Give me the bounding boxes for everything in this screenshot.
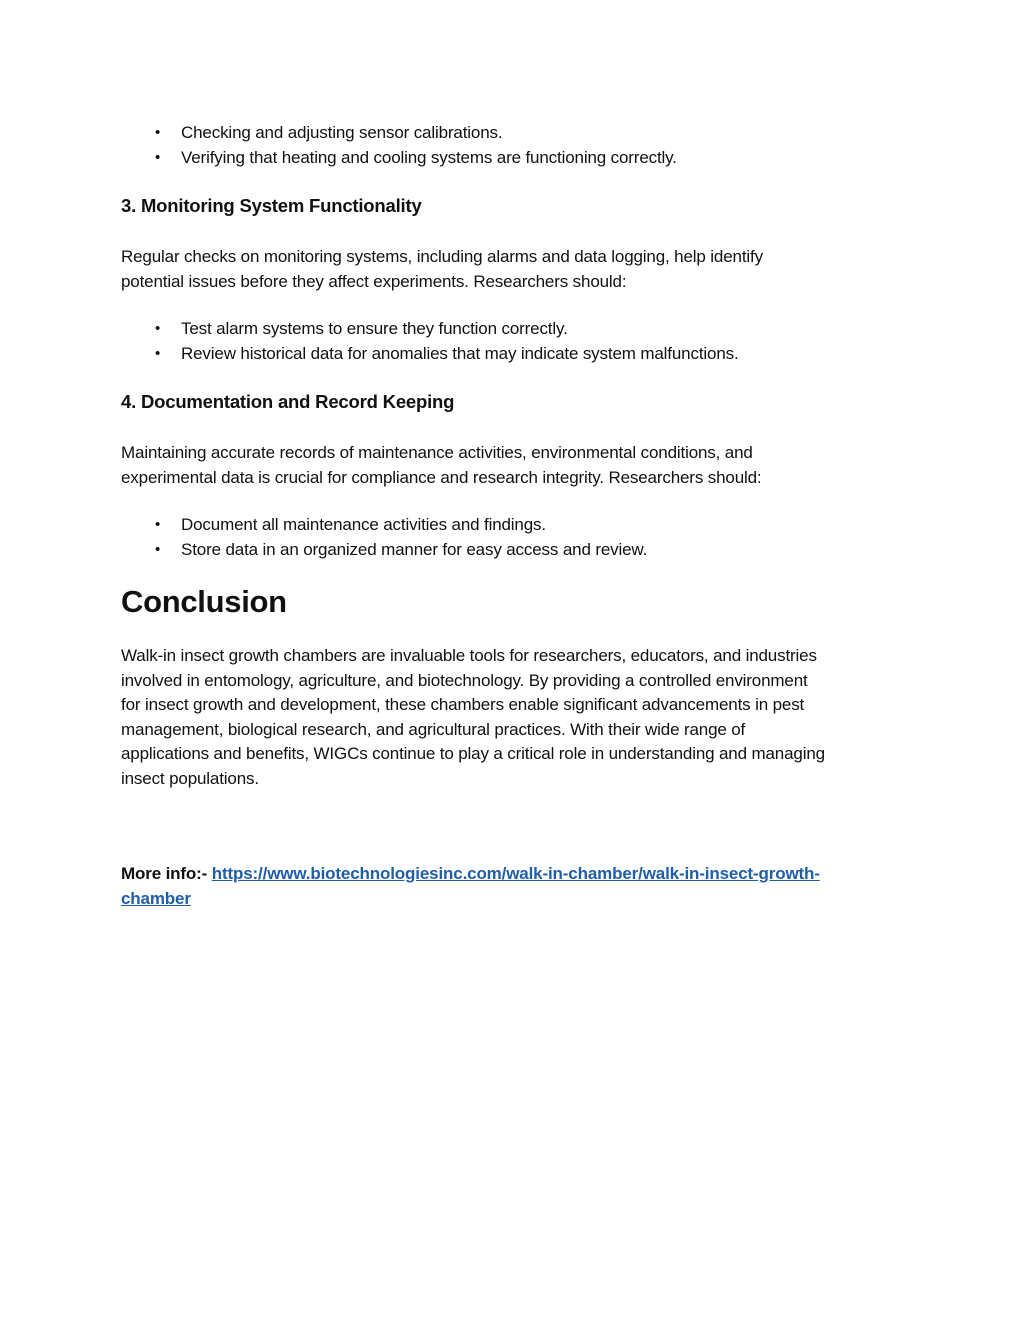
paragraph-line: Regular checks on monitoring systems, including alarms and data logging, help identify	[121, 247, 763, 266]
paragraph-line: experimental data is crucial for compliance and research integrity. Researchers should:	[121, 467, 762, 487]
paragraph-line: management, biological research, and agricultural practices. With their wide range of	[121, 719, 746, 739]
more-info	[121, 862, 911, 911]
list-item: • Store data in an organized manner for easy access and review.	[181, 538, 647, 563]
paragraph-line: Maintaining accurate records of maintenance activities, environmental conditions, and	[121, 443, 753, 462]
paragraph-line: insect populations.	[121, 768, 259, 788]
list-item: • Review historical data for anomalies that may indicate system malfunctions.	[181, 342, 739, 367]
list-item: • Test alarm systems to ensure they function correctly.	[181, 317, 568, 342]
paragraph-line: for insect growth and development, these chambers enable significant advancements in pest	[121, 695, 805, 714]
conclusion-paragraph	[121, 644, 911, 791]
more-info-label: More info:-	[121, 864, 212, 883]
paragraph-line: potential issues before they affect experiments. Researchers should:	[121, 271, 627, 291]
list-item: • Verifying that heating and cooling systems are functioning correctly.	[181, 146, 677, 171]
conclusion-heading: Conclusion	[121, 584, 287, 619]
monitoring-paragraph	[121, 245, 911, 294]
section-heading-documentation: 4. Documentation and Record Keeping	[121, 391, 455, 412]
documentation-paragraph	[121, 441, 911, 490]
list-item: • Checking and adjusting sensor calibrations.	[181, 121, 502, 146]
section-heading-monitoring: 3. Monitoring System Functionality	[121, 195, 422, 216]
paragraph-line: applications and benefits, WIGCs continue to play a critical role in understanding and managing	[121, 744, 825, 763]
more-info-link[interactable]: https://www.biotechnologiesinc.com/walk-in-chamber/walk-in-insect-growth-	[211, 864, 820, 883]
paragraph-line: Walk-in insect growth chambers are invaluable tools for researchers, educators, and industries	[121, 646, 817, 665]
more-info-link-continued[interactable]: chamber	[121, 888, 191, 908]
list-item: • Document all maintenance activities and findings.	[181, 513, 546, 538]
paragraph-line: involved in entomology, agriculture, and biotechnology. By providing a controlled environment	[121, 670, 808, 690]
